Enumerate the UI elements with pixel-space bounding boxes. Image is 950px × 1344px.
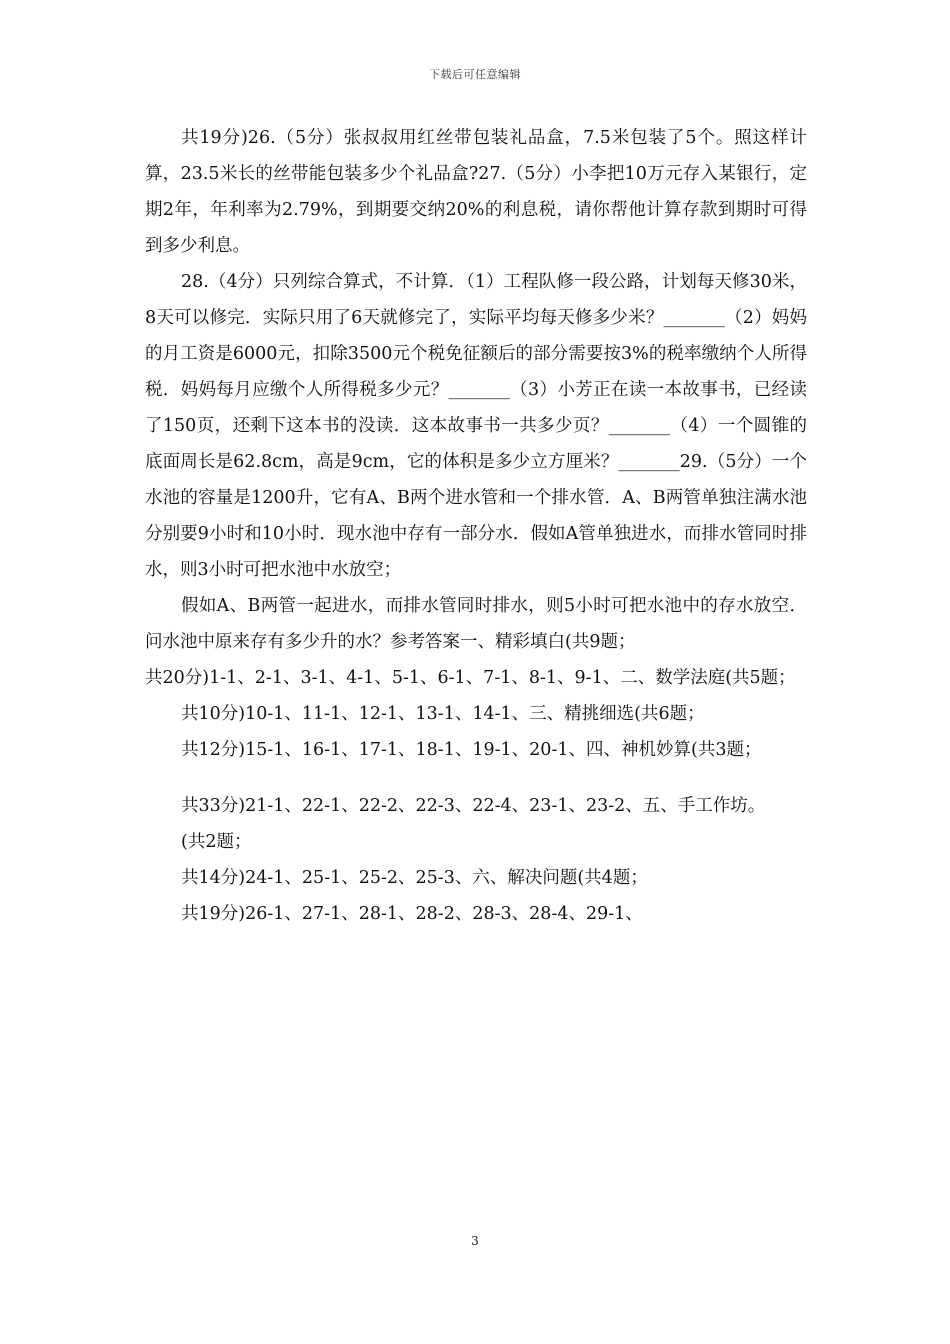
answer-section-1: 共20分)1-1、2-1、3-1、4-1、5-1、6-1、7-1、8-1、9-1、二、数学法庭(共5题； [145,668,796,688]
paragraph-q28-q29: 28.（4分）只列综合算式，不计算．（1）工程队修一段公路，计划每天修30米，8天可以修完．实际只用了6天就修完了，实际平均每天修多少米？_______（2）妈妈的月工资是6000元，扣除3500元个税免征额后的部分需要按3%的税率缴纳个人所得税．妈妈每月应缴个人所得税多少元？_______（3）小芳正在读一本故事书，已经读了150页，还剩下这本书的没读．这本故事书一共多少页？_______（4）一个圆锥的底面周长是62.8cm，高是9cm，它的体积是多少立方厘米？_______29.（5分）一个水池的容量是1200升，它有A、B两个进水管和一个排水管．A、B两管单独注满水池分别要9小时和10小时．现水池中存有一部分水．假如A管单独进水，而排水管同时排水，则3小时可把水池中水放空； [145,272,807,580]
answer-section-4: 共33分)21-1、22-1、22-2、22-3、22-4、23-1、23-2、五、手工作坊。 [181,796,766,816]
document-body [145,120,807,932]
answer-section-3: 共12分)15-1、16-1、17-1、18-1、19-1、20-1、四、神机妙算(共3题； [181,740,762,760]
header-note: 下载后可任意编辑 [429,68,521,81]
spacer [145,768,807,788]
answer-section-2: 共10分)10-1、11-1、12-1、13-1、14-1、三、精挑细选(共6题； [181,704,705,724]
answer-section-6: 共14分)24-1、25-1、25-2、25-3、六、解决问题(共4题； [181,868,648,888]
paragraph-q26-q27: 共19分)26.（5分）张叔叔用红丝带包装礼品盒，7.5米包装了5个。照这样计算，23.5米长的丝带能包装多少个礼品盒?27.（5分）小李把10万元存入某银行，定期2年，年利率为2.79%，到期要交纳20%的利息税，请你帮他计算存款到期时可得到多少利息。 [145,128,807,256]
paragraph-q29-continued: 假如A、B两管一起进水，而排水管同时排水，则5小时可把水池中的存水放空．问水池中原来存有多少升的水？参考答案一、精彩填白(共9题； [145,596,807,652]
page-number: 3 [471,1234,479,1248]
answer-section-7: 共19分)26-1、27-1、28-1、28-2、28-3、28-4、29-1、 [181,904,643,924]
answer-section-5: (共2题； [181,832,252,852]
